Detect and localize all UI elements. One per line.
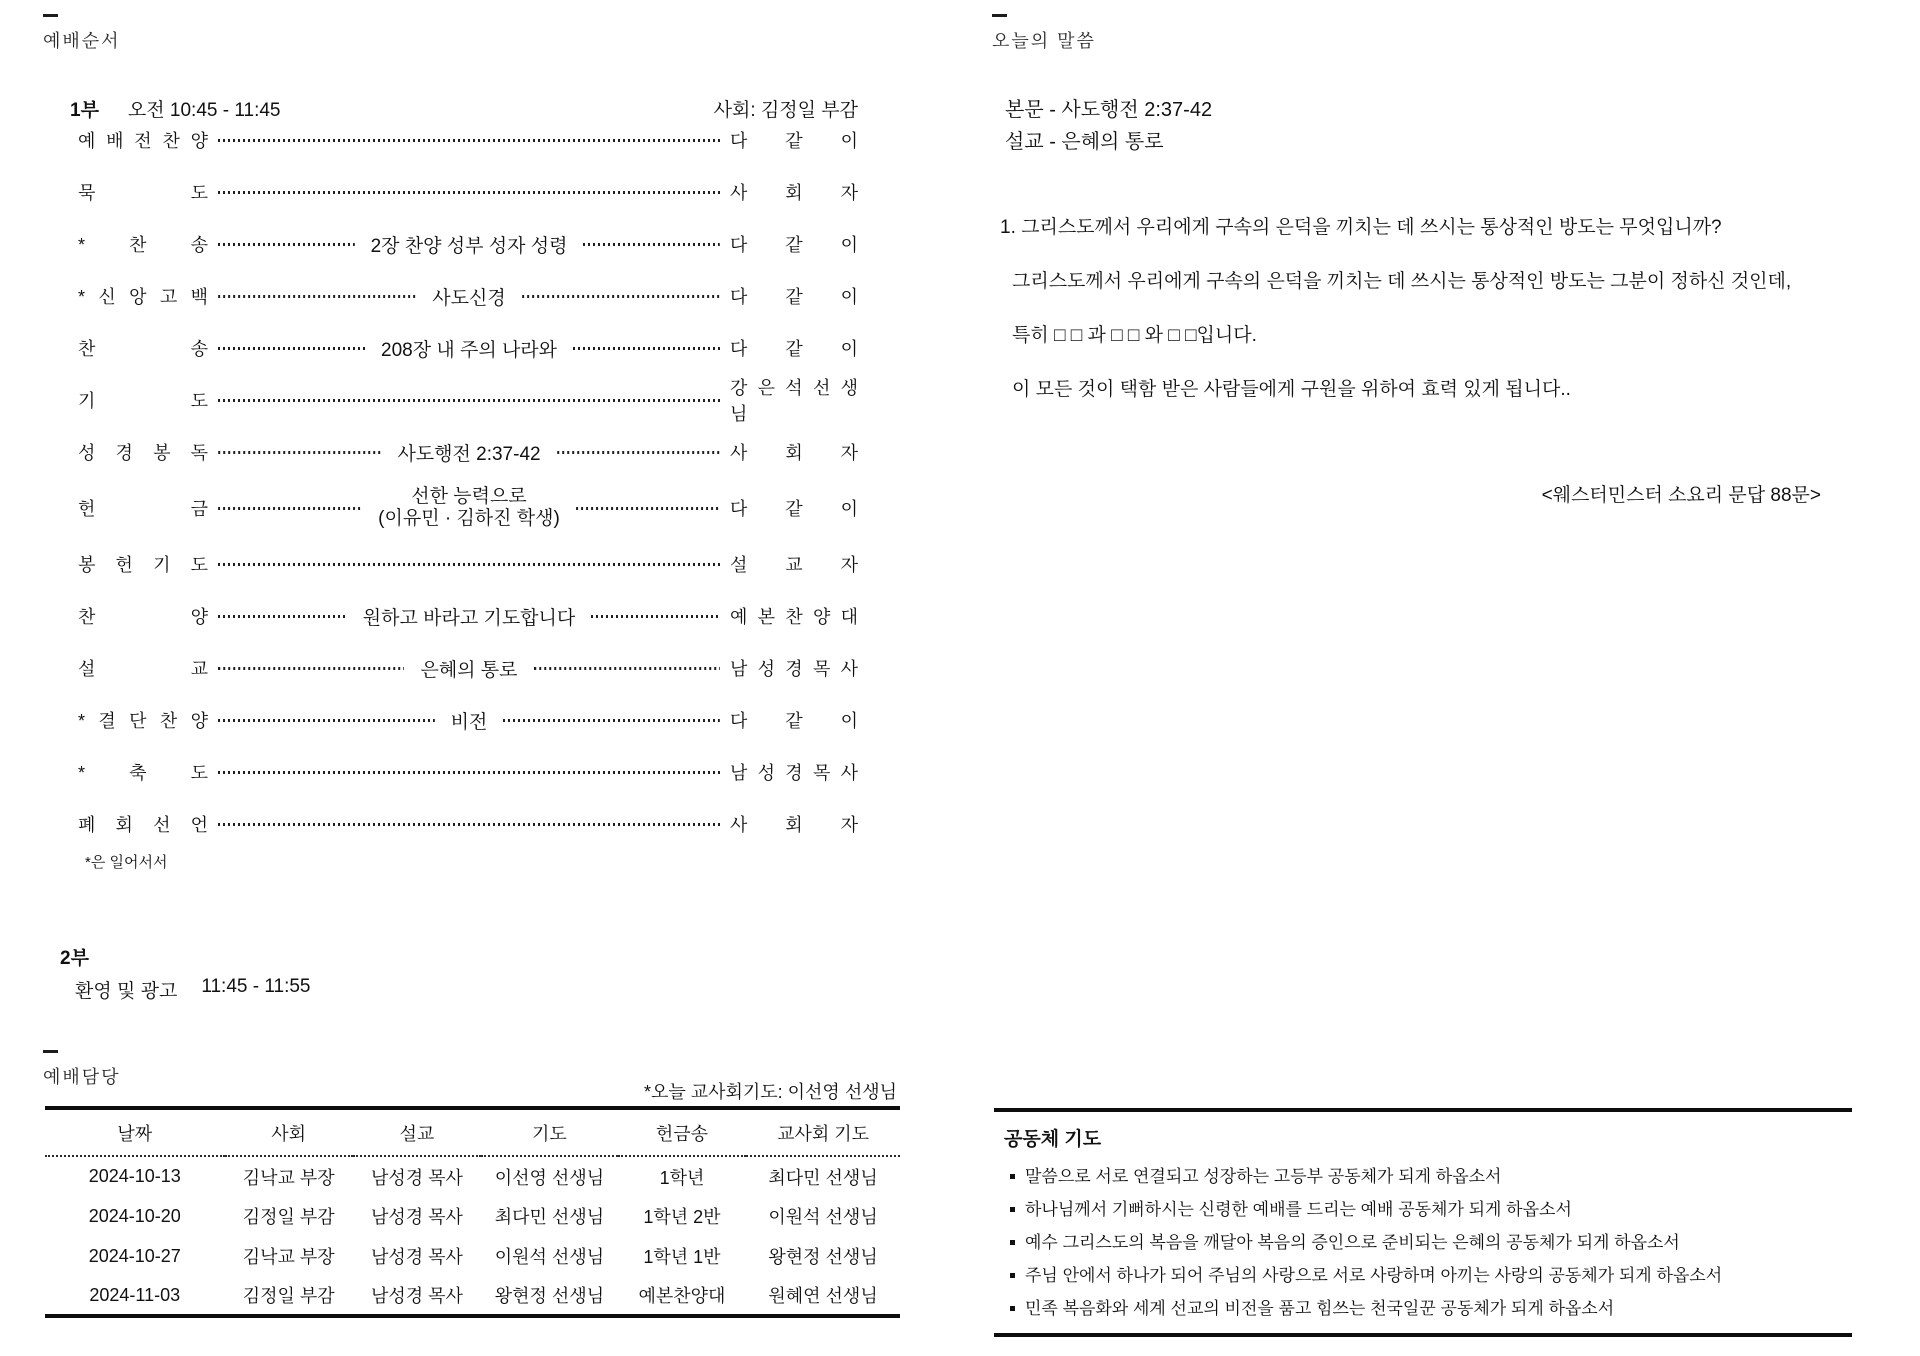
cell-offering-song: 1학년 (659, 1167, 705, 1188)
cell-mc: 김정일 부감 (242, 1286, 335, 1306)
order-item-label: * 결 단 찬 양 (78, 711, 208, 731)
dotted-leader (218, 667, 404, 670)
cell-teacher-prayer: 왕현정 선생님 (768, 1247, 878, 1267)
order-item-leader: 다 같 이 (730, 287, 859, 307)
cell-sermon: 남성경 목사 (370, 1286, 463, 1306)
part2-title: 2부 (60, 948, 89, 969)
order-item-leader: 사 회 자 (730, 815, 858, 835)
duty-table-header-row (45, 1108, 900, 1156)
order-item-label: 예 배 전 찬 양 (78, 131, 208, 151)
catechism-answer-line1: 그리스도께서 우리에게 구속의 은덕을 끼치는 데 쓰시는 통상적인 방도는 그분이 정하신 것인데, (1012, 271, 1792, 292)
order-row-scripture-reading (78, 426, 858, 478)
order-row-hymn (78, 218, 858, 270)
order-item-leader: 남 성 경 목 사 (730, 763, 858, 783)
column-header-date: 날짜 (45, 1108, 225, 1156)
order-item-detail: 2장 찬양 성부 성자 성령 (370, 235, 568, 257)
dotted-leader (218, 243, 355, 246)
dotted-leader (218, 719, 435, 722)
dotted-leader (591, 615, 720, 618)
order-row-offering (78, 478, 858, 538)
dotted-leader (218, 451, 381, 454)
part2-row (75, 976, 311, 1003)
order-item-leader: 다 같 이 (730, 711, 858, 731)
cell-offering-song: 1학년 1반 (643, 1247, 721, 1267)
part2-time: 11:45 - 11:55 (201, 976, 311, 997)
order-item-label: 찬 송 (78, 339, 208, 359)
cell-date: 2024-11-03 (89, 1284, 181, 1305)
table-row (45, 1196, 900, 1236)
table-row (45, 1276, 900, 1316)
cell-mc: 김낙교 부장 (242, 1247, 335, 1267)
part2-item: 환영 및 광고 (75, 981, 178, 1002)
order-item-label: 폐 회 선 언 (78, 815, 208, 835)
dotted-leader (573, 347, 720, 350)
cell-prayer: 이원석 선생님 (494, 1247, 605, 1267)
order-item-label: * 축 도 (78, 763, 208, 783)
order-item-label: * 신 앙 고 백 (78, 287, 208, 307)
dotted-leader (218, 139, 720, 142)
order-item-detail: 사도행전 2:37-42 (397, 443, 541, 465)
message-title: 오늘의 말씀 (992, 31, 1096, 51)
order-row-silent-prayer (78, 166, 858, 218)
cell-date: 2024-10-20 (88, 1205, 181, 1226)
order-row-sermon (78, 642, 858, 694)
cell-teacher-prayer: 원혜연 선생님 (768, 1286, 878, 1306)
order-item-detail: 원하고 바라고 기도합니다 (362, 607, 576, 629)
standing-footnote: *은 일어서서 (85, 854, 168, 871)
order-of-worship-list (78, 114, 858, 850)
order-item-detail: 208장 내 주의 나라와 (381, 339, 558, 361)
cell-prayer: 이선영 선생님 (494, 1167, 605, 1188)
section-dash (43, 1050, 58, 1053)
order-item-leader: 사 회 자 (730, 443, 859, 463)
catechism-source: <웨스터민스터 소요리 문답 88문> (1541, 485, 1821, 506)
order-item-leader: 남 성 경 목 사 (730, 659, 858, 679)
community-prayer-box (994, 1108, 1852, 1337)
order-item-leader: 강 은 석 선 생 님 (730, 378, 858, 424)
dotted-leader (503, 719, 720, 722)
sermon-name: 설교 - 은혜의 통로 (1005, 131, 1164, 153)
table-row (45, 1236, 900, 1276)
dotted-leader (218, 191, 720, 194)
dotted-leader (583, 243, 720, 246)
column-header-prayer: 기도 (481, 1108, 618, 1156)
duty-table (45, 1106, 900, 1318)
order-item-label: 성 경 봉 독 (78, 443, 208, 463)
dotted-leader (218, 823, 720, 826)
order-row-closing (78, 798, 858, 850)
cell-offering-song: 1학년 2반 (643, 1207, 721, 1227)
order-item-leader: 다 같 이 (730, 131, 858, 151)
order-row-prelude-praise (78, 114, 858, 166)
dotted-leader (557, 451, 720, 454)
order-row-creed (78, 270, 858, 322)
cell-sermon: 남성경 목사 (370, 1207, 463, 1227)
message-section-head (992, 14, 1096, 53)
dotted-leader (218, 771, 720, 774)
column-header-sermon: 설교 (353, 1108, 481, 1156)
prayer-item: 주님 안에서 하나가 되어 주님의 사랑으로 서로 사랑하며 아끼는 사랑의 공동체가 되게 하옵소서 (1004, 1259, 1832, 1292)
order-item-label: 설 교 (78, 659, 208, 679)
order-item-detail: 은혜의 통로 (420, 659, 518, 681)
cell-offering-song: 예본찬양대 (638, 1286, 726, 1306)
column-header-mc: 사회 (225, 1108, 353, 1156)
order-item-label: 기 도 (78, 391, 208, 411)
worship-order-section-head (43, 14, 121, 53)
order-row-anthem (78, 590, 858, 642)
cell-sermon: 남성경 목사 (370, 1167, 463, 1188)
prayer-item: 말씀으로 서로 연결되고 성장하는 고등부 공동체가 되게 하옵소서 (1004, 1160, 1832, 1193)
part1-title: 1부 (70, 100, 99, 121)
order-row-offering-prayer (78, 538, 858, 590)
dotted-leader (218, 295, 416, 298)
offering-performers: (이유민 · 김하진 학생) (378, 508, 560, 529)
order-item-leader: 예 본 찬 양 대 (730, 607, 859, 627)
column-header-teacher-prayer: 교사회 기도 (746, 1108, 900, 1156)
cell-date: 2024-10-27 (88, 1245, 181, 1266)
cell-prayer: 왕현정 선생님 (494, 1286, 605, 1306)
cell-mc: 김정일 부감 (242, 1207, 335, 1227)
order-item-label: 봉 헌 기 도 (78, 555, 208, 575)
dotted-leader (218, 507, 362, 510)
dotted-leader (218, 563, 720, 566)
order-row-benediction (78, 746, 858, 798)
order-item-label: 찬 양 (78, 607, 208, 627)
community-prayer-title: 공동체 기도 (1004, 1129, 1102, 1150)
order-row-hymn2 (78, 322, 858, 374)
part1-mc: 사회: 김정일 부감 (713, 100, 858, 121)
order-item-detail: 사도신경 (432, 287, 506, 309)
dotted-leader (218, 347, 365, 350)
section-dash (992, 14, 1007, 17)
prayer-item: 하나님께서 기뻐하시는 신령한 예배를 드리는 예배 공동체가 되게 하옵소서 (1004, 1193, 1832, 1226)
part1-time: 오전 10:45 - 11:45 (127, 100, 281, 121)
catechism-answer-line3: 이 모든 것이 택함 받은 사람들에게 구원을 위하여 효력 있게 됩니다.. (1012, 379, 1571, 400)
cell-mc: 김낙교 부장 (242, 1167, 335, 1188)
column-header-offering-song: 헌금송 (618, 1108, 746, 1156)
dotted-leader (218, 615, 347, 618)
order-item-leader: 다 같 이 (730, 339, 859, 359)
dotted-leader (534, 667, 720, 670)
cell-teacher-prayer: 이원석 선생님 (768, 1207, 878, 1227)
prayer-item: 예수 그리스도의 복음을 깨달아 복음의 증인으로 준비되는 은혜의 공동체가 되게 하옵소서 (1004, 1226, 1832, 1259)
section-dash (43, 14, 58, 17)
cell-sermon: 남성경 목사 (370, 1247, 463, 1267)
order-row-commitment-hymn (78, 694, 858, 746)
order-item-label: 헌 금 (78, 499, 208, 519)
cell-date: 2024-10-13 (88, 1166, 181, 1186)
scripture-block (1005, 94, 1212, 158)
order-item-label: 묵 도 (78, 183, 208, 203)
worship-order-title: 예배순서 (43, 31, 121, 51)
order-item-detail (372, 486, 566, 530)
cell-teacher-prayer: 최다민 선생님 (768, 1167, 878, 1188)
order-item-leader: 다 같 이 (730, 235, 858, 255)
scripture-reference: 본문 - 사도행전 2:37-42 (1005, 99, 1213, 121)
order-item-leader: 설 교 자 (730, 555, 858, 575)
cell-prayer: 최다민 선생님 (494, 1207, 605, 1227)
community-prayer-list (1004, 1160, 1832, 1325)
order-item-label: * 찬 송 (78, 235, 208, 255)
dotted-leader (522, 295, 720, 298)
dotted-leader (218, 399, 720, 402)
worship-duty-title: 예배담당 (43, 1067, 121, 1087)
prayer-item: 민족 복음화와 세계 선교의 비전을 품고 힘쓰는 천국일꾼 공동체가 되게 하옵소서 (1004, 1292, 1832, 1325)
order-row-prayer (78, 374, 858, 426)
table-row (45, 1156, 900, 1196)
teacher-prayer-note: *오늘 교사회기도: 이선영 선생님 (643, 1082, 897, 1102)
catechism-answer-line2: 특히 □ □ 과 □ □ 와 □ □입니다. (1012, 325, 1257, 346)
order-item-leader: 다 같 이 (730, 499, 858, 519)
catechism-question: 1. 그리스도께서 우리에게 구속의 은덕을 끼치는 데 쓰시는 통상적인 방도는 무엇입니까? (1000, 217, 1722, 238)
order-item-leader: 사 회 자 (730, 183, 858, 203)
order-item-detail: 비전 (450, 711, 488, 733)
dotted-leader (576, 507, 720, 510)
offering-song-title: 선한 능력으로 (411, 486, 527, 507)
